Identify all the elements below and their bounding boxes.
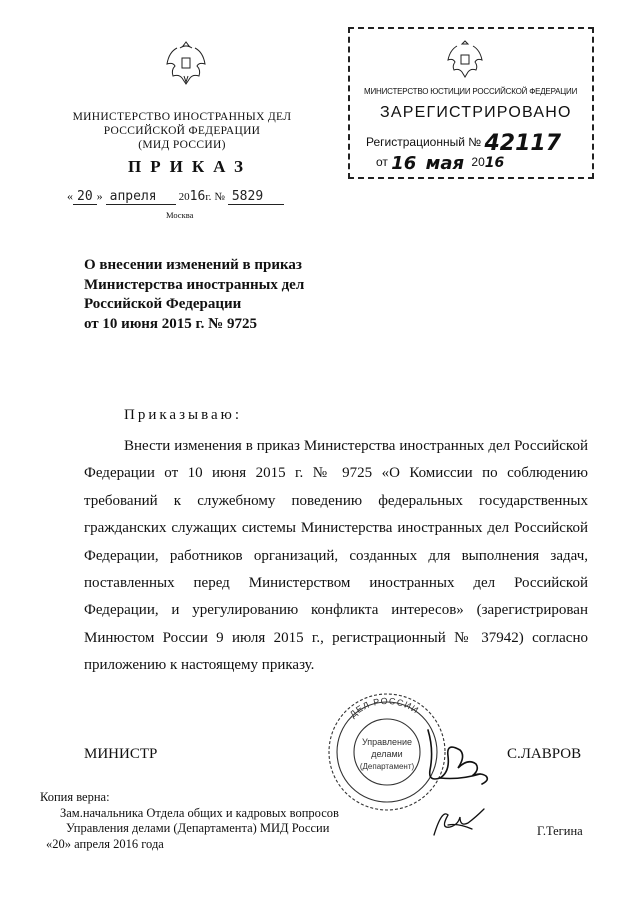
order-date-number-line <box>67 189 284 205</box>
stamp-number-handwritten: 42117 <box>484 131 562 156</box>
copy-line-1: Копия верна: <box>40 790 110 804</box>
stamp-status: ЗАРЕГИСТРИРОВАНО <box>380 104 572 121</box>
order-day: 20 <box>73 190 97 205</box>
order-year-abbr: г. <box>205 191 212 203</box>
subject-line-3: Российской Федерации <box>84 296 242 312</box>
ministry-line-2: РОССИЙСКОЙ ФЕДЕРАЦИИ <box>103 125 261 137</box>
date-quote-open: « <box>67 189 73 203</box>
subject-line-4: от 10 июня 2015 г. № 9725 <box>84 315 257 332</box>
svg-text:ДЕЛ РОССИИ: ДЕЛ РОССИИ <box>347 695 421 720</box>
order-year-prefix: 20 <box>178 191 190 203</box>
stamp-emblem-icon <box>445 38 485 80</box>
subject-line-1: О внесении изменений в приказ <box>84 257 302 273</box>
copy-signer-name: Г.Тегина <box>537 824 583 838</box>
date-quote-close: » <box>96 189 103 203</box>
stamp-number-label: Регистрационный № <box>366 135 482 149</box>
stamp-date-prefix: от <box>376 155 388 169</box>
subject-line-2: Министерства иностранных дел <box>84 276 305 293</box>
order-subject <box>84 256 364 334</box>
order-year-suffix: 16 <box>189 189 206 204</box>
stamp-date-day: 16 <box>391 153 417 174</box>
stamp-date-row <box>376 150 505 174</box>
stamp-date-year-prefix: 20 <box>471 155 485 169</box>
order-number-sign: № <box>214 191 225 203</box>
decree-word: Приказываю: <box>124 407 242 423</box>
order-city: Москва <box>166 210 194 220</box>
order-month: апреля <box>106 190 176 205</box>
stamp-date-year: 16 <box>484 155 505 171</box>
copy-certification <box>40 790 339 852</box>
stamp-date-month: мая <box>425 153 465 174</box>
tegina-signature-icon <box>430 805 490 841</box>
svg-text:Управление: Управление <box>361 737 413 747</box>
ministry-line-1: МИНИСТЕРСТВО ИНОСТРАННЫХ ДЕЛ <box>72 111 292 123</box>
copy-line-2: Зам.начальника Отдела общих и кадровых вопросов <box>60 805 339 820</box>
minister-title: МИНИСТР <box>84 746 158 762</box>
ministry-line-3: (МИД РОССИИ) <box>138 139 226 151</box>
copy-line-3: Управления делами (Департамента) МИД России <box>66 821 330 835</box>
copy-line-4: «20» апреля 2016 года <box>46 836 164 851</box>
order-title: ПРИКАЗ <box>128 157 252 176</box>
svg-text:делами: делами <box>371 749 403 759</box>
order-body-paragraph: Внести изменения в приказ Министерства иностранных дел Российской Федерации от 10 июня 2015 г. № 9725 «О Комиссии по соблюдению требований к служебному поведению федеральных государственных гражданских служащих системы Министерства иностранных дел Российской Федерации, работников организаций, созданных для выполнения задач, поставленных перед Министерством иностранных дел Российской Федерации, и урегулированию конфликта интересов» (зарегистрирован Минюстом России 9 июля 2015 г., регистрационный № 37942) согласно приложению к настоящему приказу. <box>84 438 588 674</box>
minister-signature-icon <box>420 722 510 792</box>
stamp-ministry-name: МИНИСТЕРСТВО ЮСТИЦИИ РОССИЙСКОЙ ФЕДЕРАЦИИ <box>364 87 578 96</box>
svg-text:(Департамент): (Департамент) <box>359 762 415 771</box>
coat-of-arms-emblem <box>163 38 209 88</box>
order-number: 5829 <box>228 190 284 205</box>
stamp-number-row <box>366 127 562 156</box>
minister-name: С.ЛАВРОВ <box>507 746 582 762</box>
ministry-name-block <box>62 110 302 152</box>
